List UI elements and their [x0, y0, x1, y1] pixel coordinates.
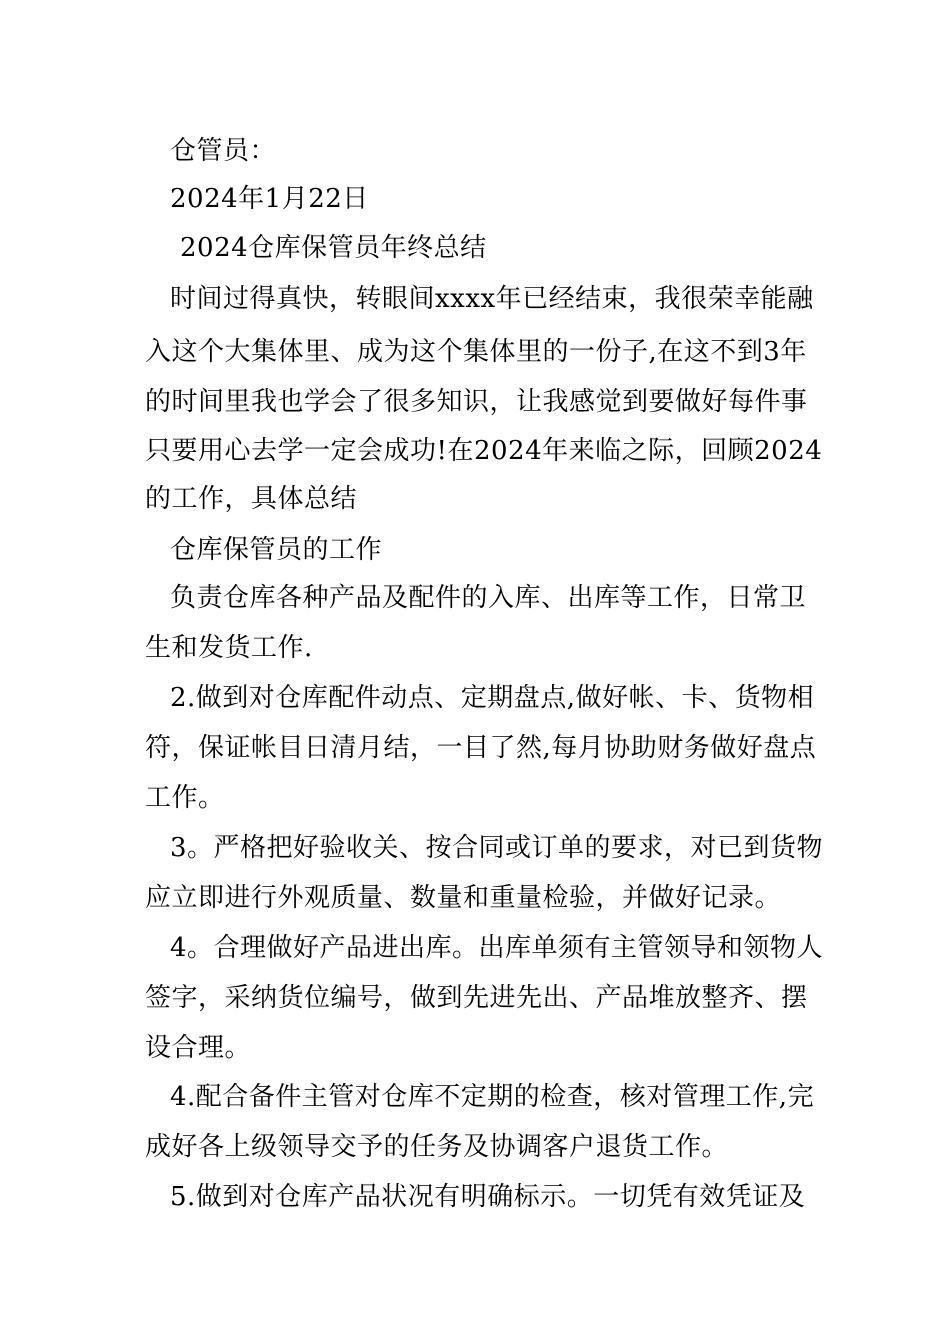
paragraph-line: 生和发货工作. — [145, 633, 313, 663]
paragraph-line: 只要用心去学一定会成功!在2024年来临之际，回顾2024 — [145, 436, 823, 466]
list-item-line: 设合理。 — [145, 1033, 252, 1063]
list-item-line: 应立即进行外观质量、数量和重量检验，并做好记录。 — [145, 883, 782, 913]
document-title: 2024仓库保管员年终总结 — [180, 233, 487, 263]
signature-label: 仓管员： — [170, 136, 277, 166]
list-item-line: 工作。 — [145, 783, 225, 813]
paragraph-line: 的时间里我也学会了很多知识，让我感觉到要做好每件事 — [145, 387, 808, 417]
list-item-line: 成好各上级领导交予的任务及协调客户退货工作。 — [145, 1132, 729, 1162]
paragraph-line: 入这个大集体里、成为这个集体里的一份子,在这不到3年 — [145, 337, 807, 367]
paragraph-line: 时间过得真快，转眼间xxxx年已经结束，我很荣幸能融 — [170, 284, 814, 314]
list-item-line: 2.做到对仓库配件动点、定期盘点,做好帐、卡、货物相 — [170, 683, 815, 713]
paragraph-line: 负责仓库各种产品及配件的入库、出库等工作，日常卫 — [170, 583, 807, 613]
list-item-line: 3。严格把好验收关、按合同或订单的要求，对已到货物 — [170, 833, 824, 863]
list-item-line: 符，保证帐目日清月结，一目了然,每月协助财务做好盘点 — [145, 733, 817, 763]
date-line: 2024年1月22日 — [170, 184, 369, 214]
list-item-line: 签字，采纳货位编号，做到先进先出、产品堆放整齐、摆 — [145, 983, 808, 1013]
list-item-line: 4。合理做好产品进出库。出库单须有主管领导和领物人 — [170, 933, 824, 963]
paragraph-line: 的工作，具体总结 — [145, 484, 358, 514]
list-item-line: 4.配合备件主管对仓库不定期的检查，核对管理工作,完 — [170, 1082, 815, 1112]
section-heading: 仓库保管员的工作 — [170, 535, 383, 565]
list-item-line: 5.做到对仓库产品状况有明确标示。一切凭有效凭证及 — [170, 1182, 806, 1212]
